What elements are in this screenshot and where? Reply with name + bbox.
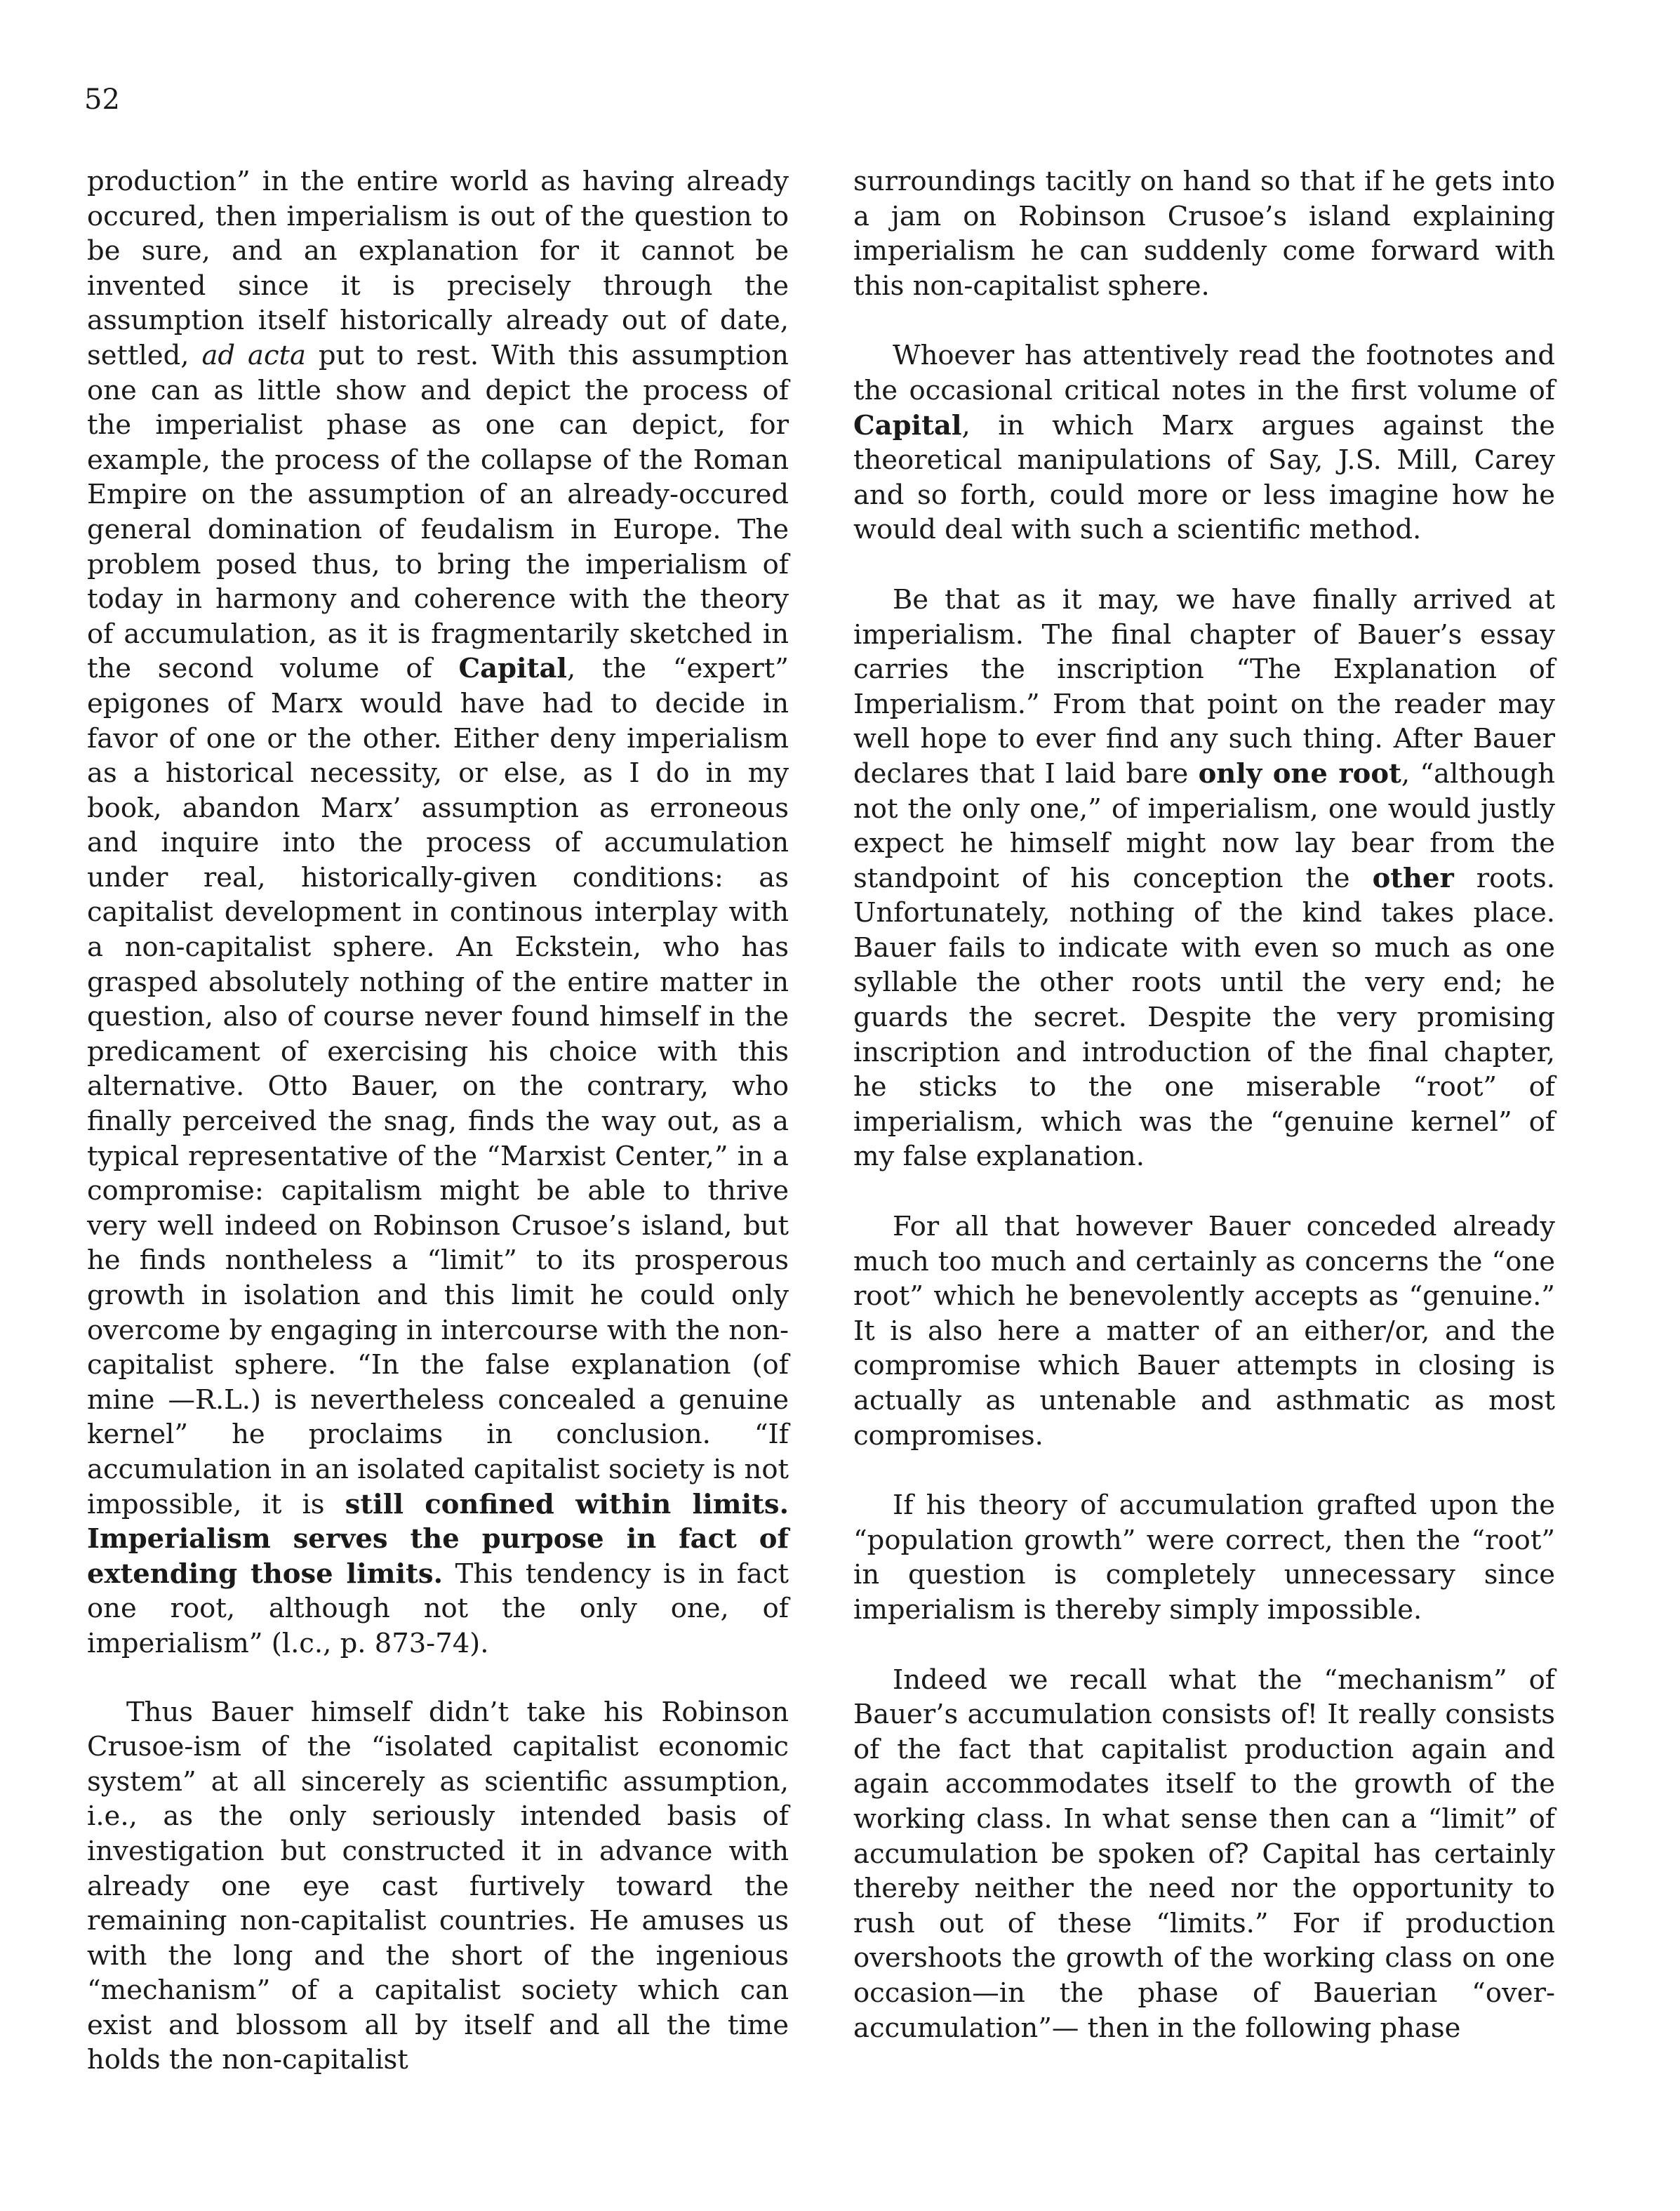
text-run: production” in the entire world as having already occured, then imperialism is out of the question to be sure, and an explanation for it cannot be invented since it is precisely through the assumption itself historically already out of date, settled, <box>87 166 789 371</box>
paragraph <box>853 164 1555 303</box>
text-run: surroundings tacitly on hand so that if he gets into a jam on Robinson Crusoe’s island explaining imperialism he can suddenly come forward with this non-capitalist sphere. <box>853 166 1555 302</box>
paragraph <box>853 1488 1555 1627</box>
paragraph <box>853 338 1555 547</box>
text-run: Whoever has attentively read the footnotes and the occasional critical notes in the first volume of <box>853 340 1555 406</box>
text-run: , the “expert” epigones of Marx would have had to decide in favor of one or the other. Either deny imperialism as a historical necessity, or else, as I do in my book, abandon Marx’ assumption as erroneous and inquire into the process of accumulation under real, historically-given conditions: as capitalist development in continous interplay with a non-capitalist sphere. An Eckstein, who has grasped absolutely nothing of the entire matter in question, also of course never found himself in the predicament of exercising his choice with this alternative. Otto Bauer, on the contrary, who finally perceived the snag, finds the way out, as a typical representative of the “Marxist Center,” in a compromise: capitalism might be able to thrive very well indeed on Robinson Crusoe’s island, but he finds nontheless a “limit” to its prosperous growth in isolation and this limit he could only overcome by engaging in intercourse with the non-capitalist sphere. “In the false explanation (of mine —R.L.) is nevertheless concealed a genuine kernel” he proclaims in conclusion. “If accumulation in an isolated capitalist society is not impossible, it is <box>87 653 789 1520</box>
italic-text: ad acta <box>201 339 306 371</box>
text-run: , “although not the only one,” of imperialism, one would justly expect he himself might now lay bear from the standpoint of his conception the <box>853 757 1555 894</box>
paragraph <box>87 164 789 1661</box>
text-run: Be that as it may, we have finally arrived at imperialism. The final chapter of Bauer’s essay carries the inscription “The Explanation of Imperialism.” From that point on the reader may well hope to ever find any such thing. After Bauer declares that I laid bare <box>853 583 1555 790</box>
bold-text: Capital <box>458 653 568 685</box>
paragraph <box>87 1695 789 2078</box>
text-run: put to rest. With this assumption one can as little show and depict the process of the imperialist phase as one can depict, for example, the process of the collapse of the Roman Empire on the assumption of an already-occured general domination of feudalism in Europe. The problem posed thus, to bring the imperialism of today in harmony and coherence with the theory of accumulation, as it is fragmentarily sketched in the second volume of <box>87 339 789 685</box>
bold-text: other <box>1372 862 1454 894</box>
paragraph <box>853 1209 1555 1453</box>
left-column <box>87 164 789 2078</box>
page-number: 52 <box>84 84 120 116</box>
paragraph <box>853 583 1555 1174</box>
text-run: For all that however Bauer conceded already much too much and certainly as concerns the “one root” which he benevolently accepts as “genuine.” It is also here a matter of an either/or, and the compromise which Bauer attempts in closing is actually as untenable and asthmatic as most compromises. <box>853 1211 1555 1452</box>
text-run: roots. Unfortunately, nothing of the kind takes place. Bauer fails to indicate with even so much as one syllable the other roots until the very end; he guards the secret. Despite the very promising inscription and introduction of the final chapter, he sticks to the one miserable “root” of imperialism, which was the “genuine kernel” of my false explanation. <box>853 862 1556 1173</box>
text-run: If his theory of accumulation grafted upon the “population growth” were correct, then the “root” in question is completely unnecessary since imperialism is thereby simply impossible. <box>853 1489 1555 1626</box>
bold-text: still confined within limits. Imperialism serves the purpose in fact of extending those limits. <box>87 1488 789 1590</box>
right-column <box>853 164 1555 2045</box>
text-run: Thus Bauer himself didn’t take his Robinson Crusoe-ism of the “isolated capitalist economic system” at all sincerely as scientific assumption, i.e., as the only seriously intended basis of investigation but constructed it in advance with already one eye cast furtively toward the remaining non-capitalist countries. He amuses us with the long and the short of the ingenious “mechanism” of a capitalist society which can exist and blossom all by itself and all the time holds the non-capitalist <box>87 1696 789 2076</box>
text-run: This tendency is in fact one root, although not the only one, of imperialism” (l.c., p. 873-74). <box>87 1558 789 1659</box>
text-run: Indeed we recall what the “mechanism” of Bauer’s accumulation consists of! It really consists of the fact that capitalist production again and again accommodates itself to the growth of the working class. In what sense then can a “limit” of accumulation be spoken of? Capital has certainly thereby neither the need nor the opportunity to rush out of these “limits.” For if production overshoots the growth of the working class on one occasion—in the phase of Bauerian “over-accumulation”— then in the following phase <box>853 1664 1555 2044</box>
bold-text: Capital <box>853 409 962 441</box>
paragraph <box>853 1663 1555 2046</box>
bold-text: only one root <box>1198 757 1401 790</box>
text-run: , in which Marx argues against the theoretical manipulations of Say, J.S. Mill, Carey and so forth, could more or less imagine how he would deal with such a scientific method. <box>853 409 1555 546</box>
